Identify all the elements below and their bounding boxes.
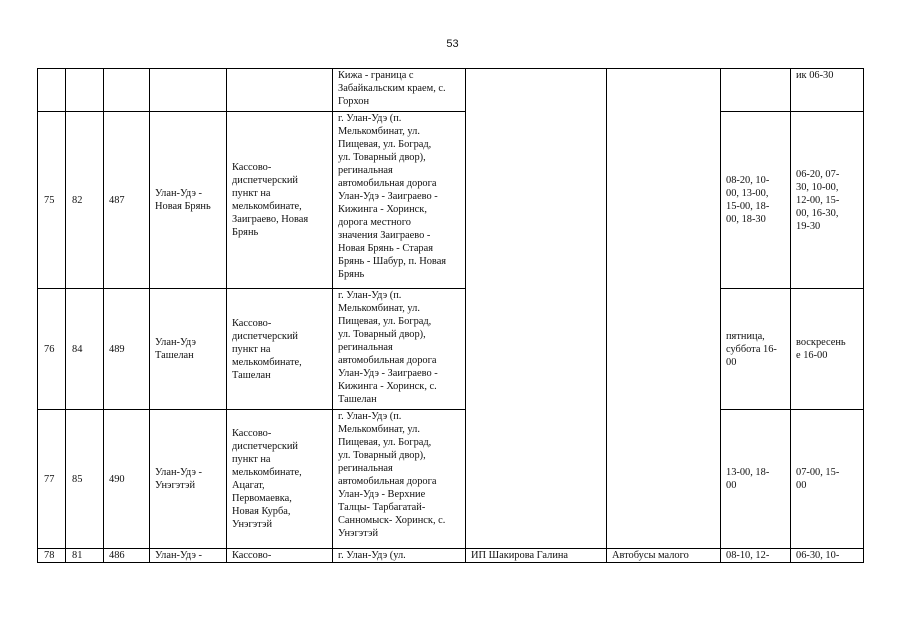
text-line: 13-00, 18- [726, 467, 770, 478]
text-line: мелькомбинате, [232, 201, 302, 212]
table-row [38, 289, 864, 410]
text-line: диспетчерский [232, 175, 298, 186]
cell-route-name [150, 112, 227, 289]
table-row [38, 112, 864, 289]
cell-route-description [333, 549, 466, 563]
cell-index-2: 82 [66, 112, 104, 289]
cell-empty [104, 69, 150, 112]
text-line: Новая Курба, [232, 506, 291, 517]
text-line: мелькомбинате, [232, 467, 302, 478]
text-line: Автобусы малого [612, 550, 689, 561]
text-line: 81 [72, 550, 83, 561]
text-line: Пищевая, ул. Боград, [338, 139, 432, 150]
text-line: 486 [109, 550, 125, 561]
text-line: Мелькомбинат, ул. [338, 126, 420, 137]
text-line: Заиграево, Новая [232, 214, 309, 225]
text-line: 12-00, 15- [796, 194, 840, 206]
text-line: Унэгэтэй [338, 528, 379, 539]
text-line: ул. Товарный двор), [338, 329, 426, 340]
cell-route-description [333, 69, 466, 112]
text-line: регинальная [338, 165, 393, 176]
text-line: значения Заиграево - [338, 230, 431, 241]
cell-carrier-merged [466, 69, 607, 549]
text-line: автомобильная дорога [338, 178, 437, 189]
text-line: Брянь - Шабур, п. Новая [338, 256, 447, 267]
cell-index: 75 [38, 112, 66, 289]
text-line: Улан-Удэ - Верхние [338, 489, 426, 500]
text-line: Улан-Удэ [155, 337, 196, 348]
text-line: 00, 18-30 [726, 214, 766, 225]
text-line: 06-20, 07- [796, 168, 840, 180]
text-line: 00 [796, 480, 807, 491]
cell-empty [38, 69, 66, 112]
cell-route-number: 489 [104, 289, 150, 410]
cell-return-times [791, 112, 864, 289]
cell-index-2: 84 [66, 289, 104, 410]
text-line: дорога местного [338, 217, 411, 228]
cell-empty [227, 69, 333, 112]
text-line: 19-30 [796, 220, 821, 232]
text-line: г. Улан-Удэ (п. [338, 290, 402, 301]
cell-return-times [791, 410, 864, 549]
text-line: Горхон [338, 96, 370, 107]
text-line: 06-30, 10- [796, 550, 840, 561]
text-line: Ташелан [338, 394, 377, 405]
cell-route-number: 490 [104, 410, 150, 549]
text-line: регинальная [338, 342, 393, 353]
text-line: Кассово- [232, 428, 272, 439]
text-line: Улан-Удэ - [155, 550, 202, 561]
text-line: воскресень [796, 337, 846, 348]
table-row [38, 410, 864, 549]
text-line: автомобильная дорога [338, 355, 437, 366]
text-line: Кассово- [232, 550, 272, 561]
cell-route-name [150, 549, 227, 563]
route-schedule-table [37, 68, 864, 563]
text-line: г. Улан-Удэ (п. [338, 113, 402, 124]
text-line: Улан-Удэ - Заиграево - [338, 368, 438, 379]
cell-forward-times [721, 289, 791, 410]
cell-stops [227, 410, 333, 549]
cell-vehicle-merged [607, 69, 721, 549]
text-line: Новая Брянь - Старая [338, 243, 434, 254]
text-line: ик 06-30 [796, 70, 834, 81]
text-line: суббота 16- [726, 343, 777, 355]
text-line: 00 [726, 356, 737, 368]
text-line: Забайкальским краем, с. [338, 83, 446, 94]
text-line: Пищевая, ул. Боград, [338, 437, 432, 448]
text-line: Санномыск- Хоринск, с. [338, 515, 446, 526]
text-line: Улан-Удэ - [155, 467, 202, 478]
text-line: Брянь [338, 269, 365, 280]
text-line: Кижа - граница с [338, 70, 414, 81]
text-line: Ташелан [232, 369, 271, 381]
cell-index [38, 549, 66, 563]
text-line: ул. Товарный двор), [338, 450, 426, 461]
text-line: Пищевая, ул. Боград, [338, 316, 432, 327]
text-line: Мелькомбинат, ул. [338, 303, 420, 314]
text-line: г. Улан-Удэ (ул. [338, 550, 406, 561]
text-line: Ташелан [155, 350, 194, 361]
text-line: пункт на [232, 454, 271, 465]
cell-empty [150, 69, 227, 112]
text-line: Кижинга - Хоринск, с. [338, 381, 437, 392]
text-line: пятница, [726, 330, 765, 342]
cell-forward-times [721, 549, 791, 563]
cell-vehicle [607, 549, 721, 563]
cell-route-description [333, 410, 466, 549]
text-line: Ацагат, [232, 480, 265, 491]
text-line: Унэгэтэй [232, 519, 273, 530]
cell-return-times [791, 69, 864, 112]
text-line: Унэгэтэй [155, 480, 196, 491]
text-line: 00, 16-30, [796, 207, 839, 219]
text-line: Кижинга - Хоринск, [338, 204, 427, 215]
text-line: ул. Товарный двор), [338, 152, 426, 163]
text-line: 07-00, 15- [796, 467, 840, 478]
cell-route-number: 487 [104, 112, 150, 289]
text-line: 00, 13-00, [726, 188, 769, 199]
cell-index-2: 85 [66, 410, 104, 549]
table-row-partial [38, 549, 864, 563]
text-line: Улан-Удэ - Заиграево - [338, 191, 438, 202]
text-line: регинальная [338, 463, 393, 474]
text-line: Новая Брянь [155, 201, 211, 212]
text-line: автомобильная дорога [338, 476, 437, 487]
text-line: Кассово- [232, 162, 272, 173]
text-line: диспетчерский [232, 441, 298, 452]
cell-forward-times [721, 410, 791, 549]
cell-stops [227, 112, 333, 289]
text-line: Мелькомбинат, ул. [338, 424, 420, 435]
cell-route-name [150, 289, 227, 410]
cell-route-description [333, 112, 466, 289]
text-line: 30, 10-00, [796, 181, 839, 193]
text-line: Улан-Удэ - [155, 188, 202, 199]
cell-carrier [466, 549, 607, 563]
text-line: г. Улан-Удэ (п. [338, 411, 402, 422]
cell-stops [227, 289, 333, 410]
text-line: диспетчерский [232, 330, 298, 342]
cell-empty [721, 69, 791, 112]
text-line: мелькомбинате, [232, 356, 302, 368]
cell-route-description [333, 289, 466, 410]
text-line: е 16-00 [796, 350, 828, 361]
text-line: Талцы- Тарбагатай- [338, 502, 426, 513]
cell-index: 77 [38, 410, 66, 549]
text-line: Кассово- [232, 317, 272, 329]
text-line: Первомаевка, [232, 493, 292, 504]
text-line: ИП Шакирова Галина [471, 550, 569, 561]
text-line: 15-00, 18- [726, 201, 770, 212]
cell-route-name [150, 410, 227, 549]
page-number: 53 [446, 38, 459, 50]
cell-index: 76 [38, 289, 66, 410]
text-line: Брянь [232, 227, 259, 238]
text-line: 78 [44, 550, 55, 561]
cell-return-times [791, 289, 864, 410]
cell-forward-times [721, 112, 791, 289]
cell-stops [227, 549, 333, 563]
cell-return-times [791, 549, 864, 563]
text-line: 08-20, 10- [726, 175, 770, 186]
text-line: пункт на [232, 188, 271, 199]
cell-route-number [104, 549, 150, 563]
cell-empty [66, 69, 104, 112]
text-line: пункт на [232, 343, 271, 355]
table-row-continuation [38, 69, 864, 112]
text-line: 08-10, 12- [726, 550, 770, 561]
text-line: 00 [726, 480, 737, 491]
cell-index-2 [66, 549, 104, 563]
